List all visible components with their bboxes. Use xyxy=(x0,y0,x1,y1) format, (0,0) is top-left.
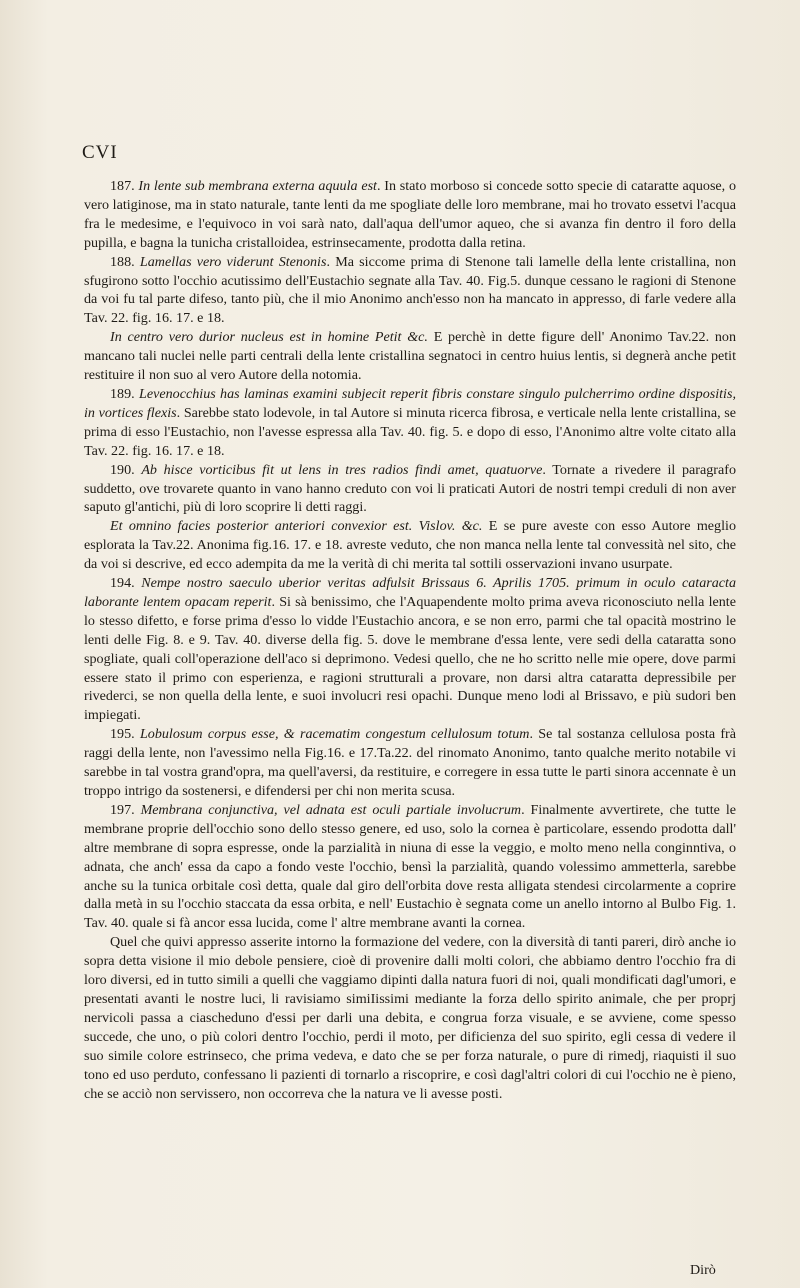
latin-quote: Nempe nostro saeculo uberior veritas adfulsit Brissaus 6. Aprilis 1705. primum in oculo cataracta laborante lentem opacam reperit xyxy=(84,575,736,610)
paragraph-number: 197. xyxy=(110,801,135,818)
paragraph-number: 195. xyxy=(110,726,135,743)
latin-quote: Membrana conjunctiva, vel adnata est oculi partiale involucrum xyxy=(140,801,522,818)
commentary: Quel che quivi appresso asserite intorno la formazione del vedere, con la diversità di tanti pareri, dirò anche io sopra detta visione il mio debole pensiere, cioè di provenire dalli molti colori, che abbiamo dentro l'occhio fra di loro diversi, ed in tutto simili a quelli che vaggiamo dipinti dalla natura fuori di noi, quali mondificati dagl'umori, e presentati avanti le nostre luci, li ravisiamo simiIissimi mediante la forza dello spirito animale, che per proprj nervicoli passa a ciascheduno d'essi per darli una debita, e congrua forza visuale, e se avviene, come spesso succede, che uno, o più colori dentro l'occhio, perdi il moto, per dificienza del suo spirito, egli cessa di vedere il suo simile colore estrinseco, che prima vedeva, e dato che se per forza naturale, o pure di rimedj, riaquisti il suo tono ed uso perduto, confessano li pazienti di tornarlo a riscoprire, e così dagl'altri colori di cui l'occhio ne è pieno, che se acciò non servissero, non occorreva che la natura ve li avesse posti. xyxy=(84,934,736,1102)
paragraph-number: 188. xyxy=(110,253,135,270)
commentary: . Tornate a rivedere il paragrafo suddetto, ove trovarete quanto in vano hanno creduto con voi li praticati Autori de nostri tempi creduli di non aver saputo gl'antichi, più di loro scoprire li detti raggi. xyxy=(84,461,736,516)
commentary: . Ma siccome prima di Stenone tali lamelle della lente cristallina, non sfugirono sotto l'occhio acutissimo dell'Eustachio segnate alla Tav. 40. Fig.5. dunque cessano le ragioni di Stenone da voi fu tal parte difeso, tanto più, che il mio Anonimo anch'esso non ha mancato in appresso, di farle vedere alla Tav. 22. fig. 16. 17. e 18. xyxy=(84,253,736,327)
paragraph-number: 194. xyxy=(110,575,135,592)
latin-quote: Et omnino facies posterior anteriori convexior est. Vislov. &c. xyxy=(110,518,483,535)
commentary: . Finalmente avvertirete, che tutte le membrane proprie dell'occhio sono dello stesso genere, ed uso, solo la cornea è particolare, essendo prodotta dall' altre membrane di sopra espresse, onde la parzialità in niuna di esse la veggio, e molto meno nella conginntiva, o adnata, che anch' essa da capo a fondo veste l'occhio, bensì la parzialità, quando volessimo ammetterla, sarebbe anche su la tunica orbitale così detta, quale dal giro dell'orbita dove resta alligata stendesi circolarmente a coprire dalla metà in su l'occhio staccata da essa orbita, e nell' Eustachio è segnata come un anello intorno al Bulbo Fig. 1. Tav. 40. quale si fà ancor essa lucida, come l' altre membrane avanti la cornea. xyxy=(84,801,736,932)
commentary: . Si sà benissimo, che l'Aquapendente molto prima aveva riconosciuto nella lente lo stesso difetto, e forse prima d'esso lo vidde l'Eustachio ancora, e se non erro, parmi che tal opacità mostrino le lenti delle Fig. 8. e 9. Tav. 40. diverse della fig. 5. dove le membrane d'essa lente, vere sedi della cataratta sono spogliate, quali coll'operazione dell'aco si deprimono. Vedesi quello, che ne ho scritto nelle mie opere, dove parmi essere stato il primo con esperienza, e ragioni strutturali a provare, non darsi altra cataratta depressibile per rivederci, se non quella della lente, e suoi involucri resi opachi. Dunque meno lodi al Brissavo, e più sudori ben impiegati. xyxy=(84,593,736,724)
commentary: . Sarebbe stato lodevole, in tal Autore si minuta ricerca fibrosa, e verticale nella lente cristallina, se prima di esso l'Eustachio, non l'avesse espressa alla Tav. 40. fig. 5. e dopo di esso, l'Anonimo altre volte citato alla Tav. 22. fig. 16. 17. e 18. xyxy=(84,404,736,459)
latin-quote: Lobulosum corpus esse, & racematim congestum cellulosum totum xyxy=(139,726,530,743)
latin-quote: In centro vero durior nucleus est in homine Petit &c. xyxy=(110,329,428,346)
paragraph-187 xyxy=(84,177,736,253)
paragraph-189 xyxy=(84,385,736,461)
latin-quote: Lamellas vero viderunt Stenonis xyxy=(139,253,327,270)
paragraph-197 xyxy=(84,801,736,933)
latin-quote: Levenocchius has laminas examini subjecit reperit fibris constare singulo pulcherrimo ordine dispositis, in vortices flexis xyxy=(84,385,736,421)
paragraph-190b xyxy=(84,517,736,574)
commentary: E se pure aveste con esso Autore meglio esplorata la Tav.22. Anonima fig.16. 17. e 18. avreste veduto, che non manca nella lente tal convessità nel sito, che da voi si descrive, ed ecco adempita da me la verità di chi merita tal sottili osservazioni invano usurpate. xyxy=(84,518,736,573)
paragraph-closing xyxy=(84,933,736,1103)
latin-quote: Ab hisce vorticibus fit ut lens in tres radios findi amet, quatuorve xyxy=(141,461,543,478)
paragraph-188b xyxy=(84,328,736,385)
catchword: Dirò xyxy=(690,1262,716,1278)
commentary: . In stato morboso si concede sotto specie di cataratte aquose, o vero latiginose, ma in stato naturale, tante lenti da me spogliate delle loro membrane, mai ho trovato essetvi l'acqua fra le medesime, e l'equivoco in voi sarà nato, dall'aqua dell'umor aqueo, che si avanza fin dentro il foro della pupilla, e bagna la tunicha cristalloidea, estrinsecamente, prodotta dalla retina. xyxy=(84,178,736,251)
latin-quote: In lente sub membrana externa aquula est xyxy=(138,178,377,194)
page-number: CVI xyxy=(82,142,118,163)
paragraph-number: 189. xyxy=(110,385,135,402)
paragraph-number: 187. xyxy=(110,178,135,194)
paragraph-number: 190. xyxy=(110,461,135,478)
paragraph-195 xyxy=(84,725,736,801)
paragraph-194 xyxy=(84,574,736,725)
paragraph-190 xyxy=(84,461,736,518)
paragraph-188 xyxy=(84,253,736,329)
commentary: E perchè in dette figure dell' Anonimo Tav.22. non mancano tali nuclei nelle parti centrali della lente cristallina segnatoci in centro huius lentis, si degnerà anche petit restituire il non suo al vero Autore della notomia. xyxy=(84,329,736,384)
body-text xyxy=(84,177,736,1103)
commentary: . Se tal sostanza cellulosa posta frà raggi della lente, non l'avessimo nella Fig.16. e 17.Ta.22. del rinomato Anonimo, tanto qualche merito notabile vi sarebbe in tal vostra grand'opra, ma quell'aversi, da restituire, e corregere in essa tutte le parti sinora accennate è un troppo intrigo da sostenersi, e difendersi per chi non merita scusa. xyxy=(84,726,736,799)
